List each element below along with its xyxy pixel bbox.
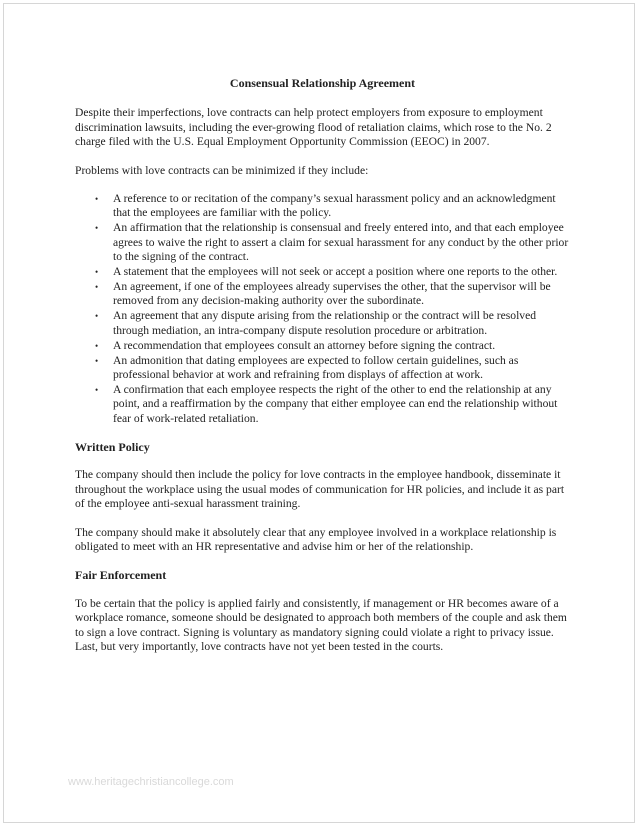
list-item-text: A reference to or recitation of the company’s sexual harassment policy and an acknowledgment that the employees are familiar with the policy. — [113, 192, 556, 220]
list-item — [75, 280, 570, 309]
written-policy-paragraph-2: The company should make it absolutely clear that any employee involved in a workplace relationship is obligated to meet with an HR representative and advise him or her of the relationship. — [75, 525, 557, 554]
list-item — [75, 354, 570, 383]
bullet-icon: • — [95, 223, 99, 234]
document-body — [75, 72, 570, 669]
list-item — [75, 265, 570, 279]
problems-lead-paragraph: Problems with love contracts can be minimized if they include: — [75, 163, 369, 177]
list-item-text: A statement that the employees will not seek or accept a position where one reports to the other. — [113, 265, 558, 279]
written-policy-heading: Written Policy — [75, 440, 150, 455]
written-policy-paragraph-1: The company should then include the policy for love contracts in the employee handbook, disseminate it throughout the workplace using the usual modes of communication for HR policies, and include it as part of the employee anti-sexual harassment training. — [75, 468, 565, 511]
bullet-icon: • — [95, 311, 99, 322]
watermark: www.heritagechristiancollege.com — [68, 776, 234, 788]
list-item-text: A confirmation that each employee respects the right of the other to end the relationship at any point, and a reaffirmation by the company that either employee can end the relationship without fear of work-related retaliation. — [113, 382, 558, 425]
fair-enforcement-paragraph: To be certain that the policy is applied fairly and consistently, if management or HR becomes aware of a workplace romance, someone should be designated to approach both members of the couple and ask them to sign a love contract. Signing is voluntary as mandatory signing could violate a right to privacy issue. Last, but very importantly, love contracts have not yet been tested in the courts. — [75, 596, 567, 654]
list-item-text: An agreement, if one of the employees already supervises the other, that the supervisor will be removed from any decision-making authority over the subordinate. — [113, 279, 551, 308]
list-item-text: An admonition that dating employees are expected to follow certain guidelines, such as professional behavior at work and refraining from displays of affection at work. — [113, 353, 519, 381]
list-item-text: An affirmation that the relationship is consensual and freely entered into, and that each employee agrees to waive the right to assert a claim for sexual harassment for any conduct by the other prior to the signing of the contract. — [113, 221, 569, 264]
bullet-icon: • — [95, 340, 99, 351]
list-item — [75, 221, 570, 264]
list-item-text: An agreement that any dispute arising from the relationship or the contract will be resolved through mediation, an intra-company dispute resolution procedure or arbitration. — [113, 309, 537, 337]
list-item — [75, 192, 570, 221]
bullet-icon: • — [95, 194, 99, 205]
list-item — [75, 383, 570, 426]
document-title: Consensual Relationship Agreement — [229, 76, 416, 90]
bullet-icon: • — [95, 384, 99, 395]
recommendations-list — [75, 192, 570, 426]
bullet-icon: • — [95, 281, 99, 292]
intro-paragraph: Despite their imperfections, love contracts can help protect employers from exposure to employment discrimination lawsuits, including the ever-growing flood of retaliation claims, which rose to the No. 2 charge filed with the U.S. Equal Employment Opportunity Commission (EEOC) in 2007. — [75, 106, 552, 149]
fair-enforcement-heading: Fair Enforcement — [75, 568, 167, 583]
bullet-icon: • — [95, 355, 99, 366]
list-item-text: A recommendation that employees consult an attorney before signing the contract. — [113, 338, 496, 352]
list-item — [75, 309, 570, 338]
bullet-icon: • — [95, 267, 99, 278]
list-item — [75, 339, 570, 353]
